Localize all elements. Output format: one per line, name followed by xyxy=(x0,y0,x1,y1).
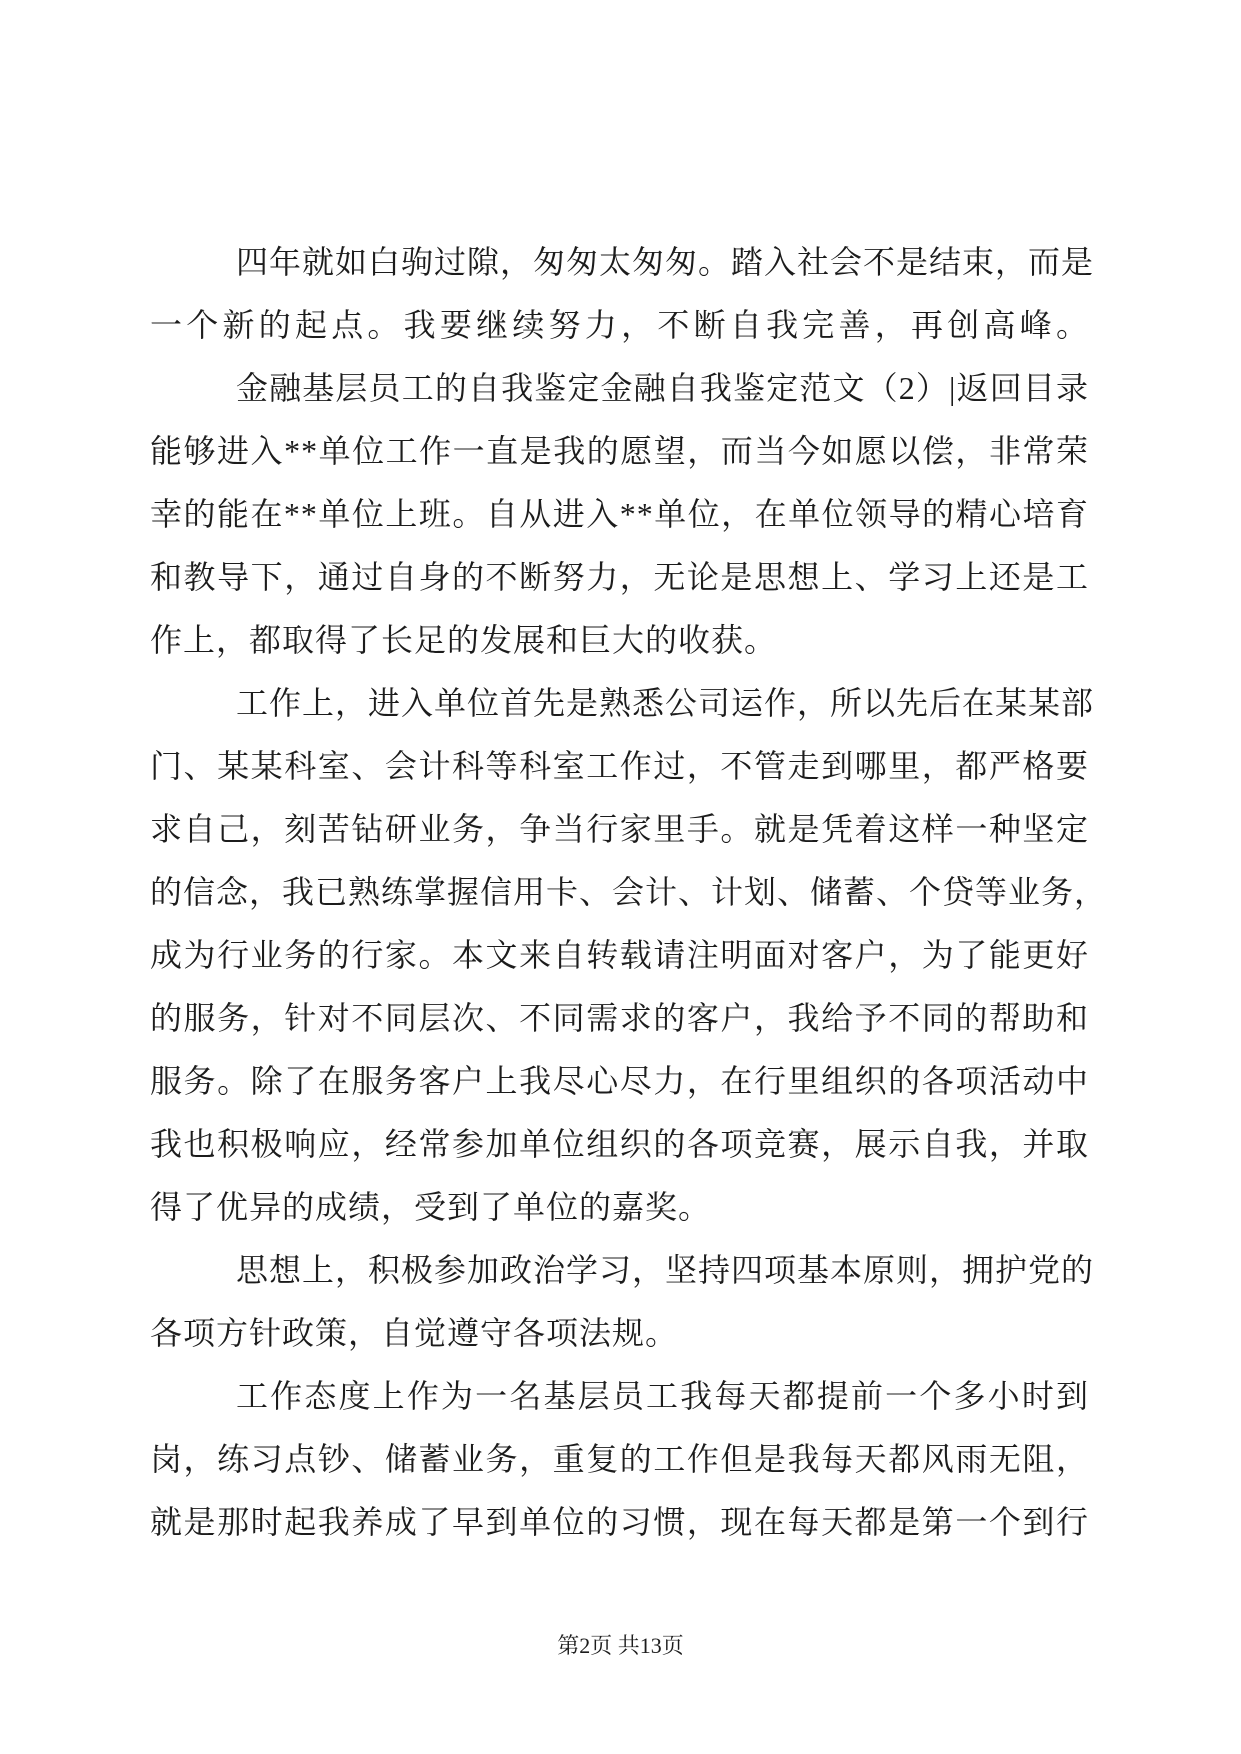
section-heading-line: 金融基层员工的自我鉴定金融自我鉴定范文（2）|返回目录 xyxy=(236,370,1089,406)
text-line: 的信念，我已熟练掌握信用卡、会计、计划、储蓄、个贷等业务， xyxy=(150,874,1108,910)
text-line: 得了优异的成绩，受到了单位的嘉奖。 xyxy=(150,1189,712,1225)
paragraph-1 xyxy=(150,231,1095,357)
text-line: 门、某某科室、会计科等科室工作过，不管走到哪里，都严格要 xyxy=(150,748,1089,784)
text-line: 就是那时起我养成了早到单位的习惯，现在每天都是第一个到行 xyxy=(150,1504,1089,1540)
text-line: 服务。除了在服务客户上我尽心尽力，在行里组织的各项活动中 xyxy=(150,1063,1089,1099)
text-line: 求自己，刻苦钻研业务，争当行家里手。就是凭着这样一种坚定 xyxy=(150,811,1089,847)
text-line: 各项方针政策，自觉遵守各项法规。 xyxy=(150,1315,679,1351)
paragraph-3 xyxy=(150,672,1108,1239)
paragraph-4 xyxy=(150,1239,1095,1365)
paragraph-5 xyxy=(150,1365,1089,1554)
text-line: 一个新的起点。我要继续努力，不断自我完善，再创高峰。 xyxy=(150,307,1089,343)
text-line: 岗，练习点钞、储蓄业务，重复的工作但是我每天都风雨无阻， xyxy=(150,1441,1089,1477)
page-number-footer: 第2页 共13页 xyxy=(557,1633,684,1658)
text-line: 工作态度上作为一名基层员工我每天都提前一个多小时到 xyxy=(236,1378,1089,1414)
text-line: 幸的能在**单位上班。自从进入**单位，在单位领导的精心培育 xyxy=(150,496,1089,532)
text-line: 四年就如白驹过隙，匆匆太匆匆。踏入社会不是结束，而是 xyxy=(236,244,1095,280)
text-line: 我也积极响应，经常参加单位组织的各项竞赛，展示自我，并取 xyxy=(150,1126,1089,1162)
paragraph-2 xyxy=(150,357,1089,672)
text-line: 的服务，针对不同层次、不同需求的客户，我给予不同的帮助和 xyxy=(150,1000,1089,1036)
text-line: 能够进入**单位工作一直是我的愿望，而当今如愿以偿，非常荣 xyxy=(150,433,1089,469)
text-line: 和教导下，通过自身的不断努力，无论是思想上、学习上还是工 xyxy=(150,559,1089,595)
text-line: 思想上，积极参加政治学习，坚持四项基本原则，拥护党的 xyxy=(236,1252,1095,1288)
text-line: 工作上，进入单位首先是熟悉公司运作，所以先后在某某部 xyxy=(236,685,1095,721)
text-line: 作上，都取得了长足的发展和巨大的收获。 xyxy=(150,622,778,658)
document-body xyxy=(150,231,1108,1554)
text-line: 成为行业务的行家。本文来自转载请注明面对客户，为了能更好 xyxy=(150,937,1089,973)
